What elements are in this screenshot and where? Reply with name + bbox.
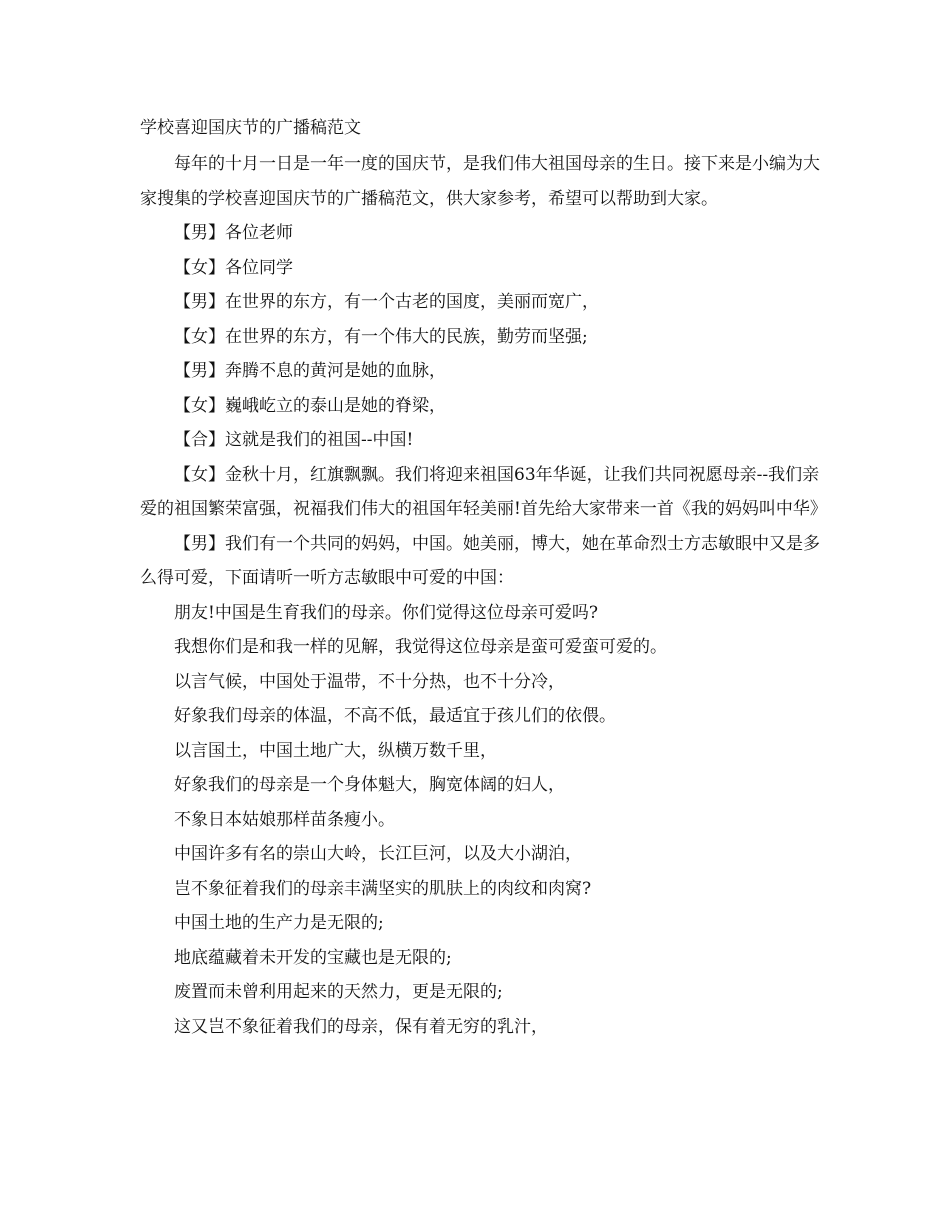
paragraph-line: 【男】在世界的东方，有一个古老的国度，美丽而宽广，: [174, 292, 599, 312]
verse-line: 以言国土，中国土地广大，纵横万数千里，: [174, 740, 497, 761]
paragraph-line: 【女】各位同学: [174, 257, 293, 278]
verse-line: 以言气候，中国处于温带，不十分热，也不十分冷，: [174, 671, 565, 692]
paragraph-line: 【女】在世界的东方，有一个伟大的民族，勤劳而坚强;: [174, 326, 588, 347]
verse-line: 废置而未曾利用起来的天然力，更是无限的;: [174, 982, 503, 1002]
verse-line: 中国许多有名的崇山大岭，长江巨河，以及大小湖泊，: [174, 844, 582, 864]
verse-line: 不象日本姑娘那样苗条瘦小。: [174, 809, 395, 830]
paragraph-line: 【女】金秋十月，红旗飘飘。我们将迎来祖国63年华诞，让我们共同祝愿母亲--我们亲爱的祖国繁荣富强，祝福我们伟大的祖国年轻美丽!首先给大家带来一首《我的妈妈叫中华》: [140, 464, 827, 519]
paragraph-line: 【男】奔腾不息的黄河是她的血脉，: [174, 361, 446, 381]
verse-line: 这又岂不象征着我们的母亲，保有着无穷的乳汁，: [174, 1016, 548, 1037]
paragraph-line: 【男】我们有一个共同的妈妈，中国。她美丽，博大，她在革命烈士方志敏眼中又是多么得可爱，下面请听一听方志敏眼中可爱的中国：: [140, 533, 820, 588]
paragraph-intro: 每年的十月一日是一年一度的国庆节，是我们伟大祖国母亲的生日。接下来是小编为大家搜集的学校喜迎国庆节的广播稿范文，供大家参考，希望可以帮助到大家。: [140, 154, 820, 209]
paragraph-line: 【女】巍峨屹立的泰山是她的脊梁，: [174, 395, 446, 416]
document-body: [140, 147, 827, 1044]
paragraph-line: 【合】这就是我们的祖国--中国!: [174, 430, 414, 450]
paragraph-line: 【男】各位老师: [174, 223, 293, 243]
verse-line: 好象我们母亲的体温，不高不低，最适宜于孩儿们的依偎。: [174, 706, 616, 726]
verse-line: 地底蕴藏着未开发的宝藏也是无限的;: [174, 947, 452, 968]
verse-line: 中国土地的生产力是无限的;: [174, 913, 384, 933]
verse-line: 我想你们是和我一样的见解，我觉得这位母亲是蛮可爱蛮可爱的。: [174, 637, 667, 657]
verse-line: 朋友!中国是生育我们的母亲。你们觉得这位母亲可爱吗?: [174, 602, 598, 623]
document-title: 学校喜迎国庆节的广播稿范文: [140, 118, 361, 138]
verse-line: 好象我们的母亲是一个身体魁大，胸宽体阔的妇人，: [174, 775, 565, 795]
verse-line: 岂不象征着我们的母亲丰满坚实的肌肤上的肉纹和肉窝?: [174, 878, 592, 899]
